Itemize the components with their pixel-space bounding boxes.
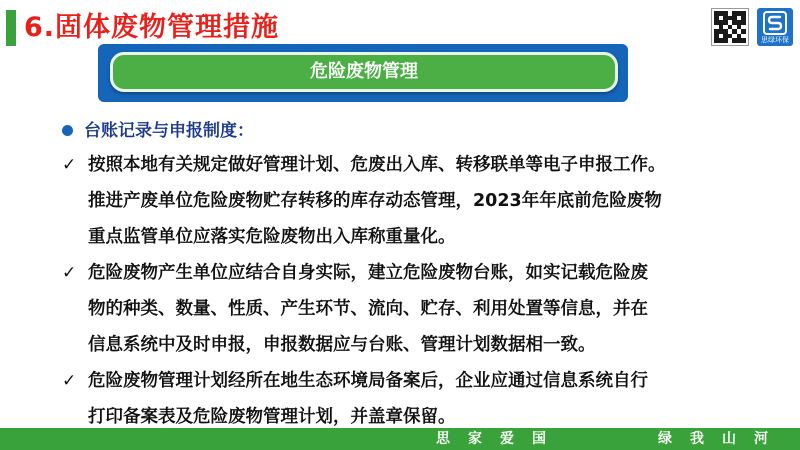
list-item <box>62 147 782 255</box>
logo-icon <box>763 11 787 35</box>
section-heading-label: 台账记录与申报制度： <box>84 121 254 141</box>
section-heading <box>62 115 782 147</box>
footer-bar <box>0 428 800 450</box>
footer-slogan-left: 思家爱国 <box>436 431 564 447</box>
banner-label: 危险废物管理 <box>310 61 418 82</box>
bullet-dot-icon <box>62 125 73 136</box>
list-item-line: 按照本地有关规定做好管理计划、危废出入库、转移联单等电子申报工作。 <box>88 155 666 175</box>
list-item-line: 危险废物产生单位应结合自身实际，建立危险废物台账，如实记载危险废 <box>88 263 648 283</box>
checkmark-icon: ✓ <box>62 263 77 283</box>
qr-code-icon <box>711 8 749 46</box>
checkmark-icon: ✓ <box>62 155 77 175</box>
section-banner <box>110 52 618 92</box>
title-accent-bar <box>6 10 16 46</box>
list-item-line: 推进产废单位危险废物贮存转移的库存动态管理，2023年年底前危险废物 <box>88 191 662 211</box>
company-logo <box>757 8 793 46</box>
list-item-line: 信息系统中及时申报，申报数据应与台账、管理计划数据相一致。 <box>88 335 596 355</box>
page-title: 6.固体废物管理措施 <box>24 12 280 43</box>
list-item-line: 重点监管单位应落实危险废物出入库称重量化。 <box>88 227 456 247</box>
list-item-line: 物的种类、数量、性质、产生环节、流向、贮存、利用处置等信息，并在 <box>88 299 648 319</box>
list-item <box>62 255 782 363</box>
list-item <box>62 363 782 435</box>
list-item-line: 危险废物管理计划经所在地生态环境局备案后，企业应通过信息系统自行 <box>88 371 648 391</box>
logo-text: 思绿环保 <box>761 36 789 44</box>
list-item-line: 打印备案表及危险废物管理计划，并盖章保留。 <box>88 407 456 427</box>
checkmark-icon: ✓ <box>62 371 77 391</box>
content-area <box>62 115 782 435</box>
footer-slogan-right: 绿我山河 <box>658 431 786 447</box>
